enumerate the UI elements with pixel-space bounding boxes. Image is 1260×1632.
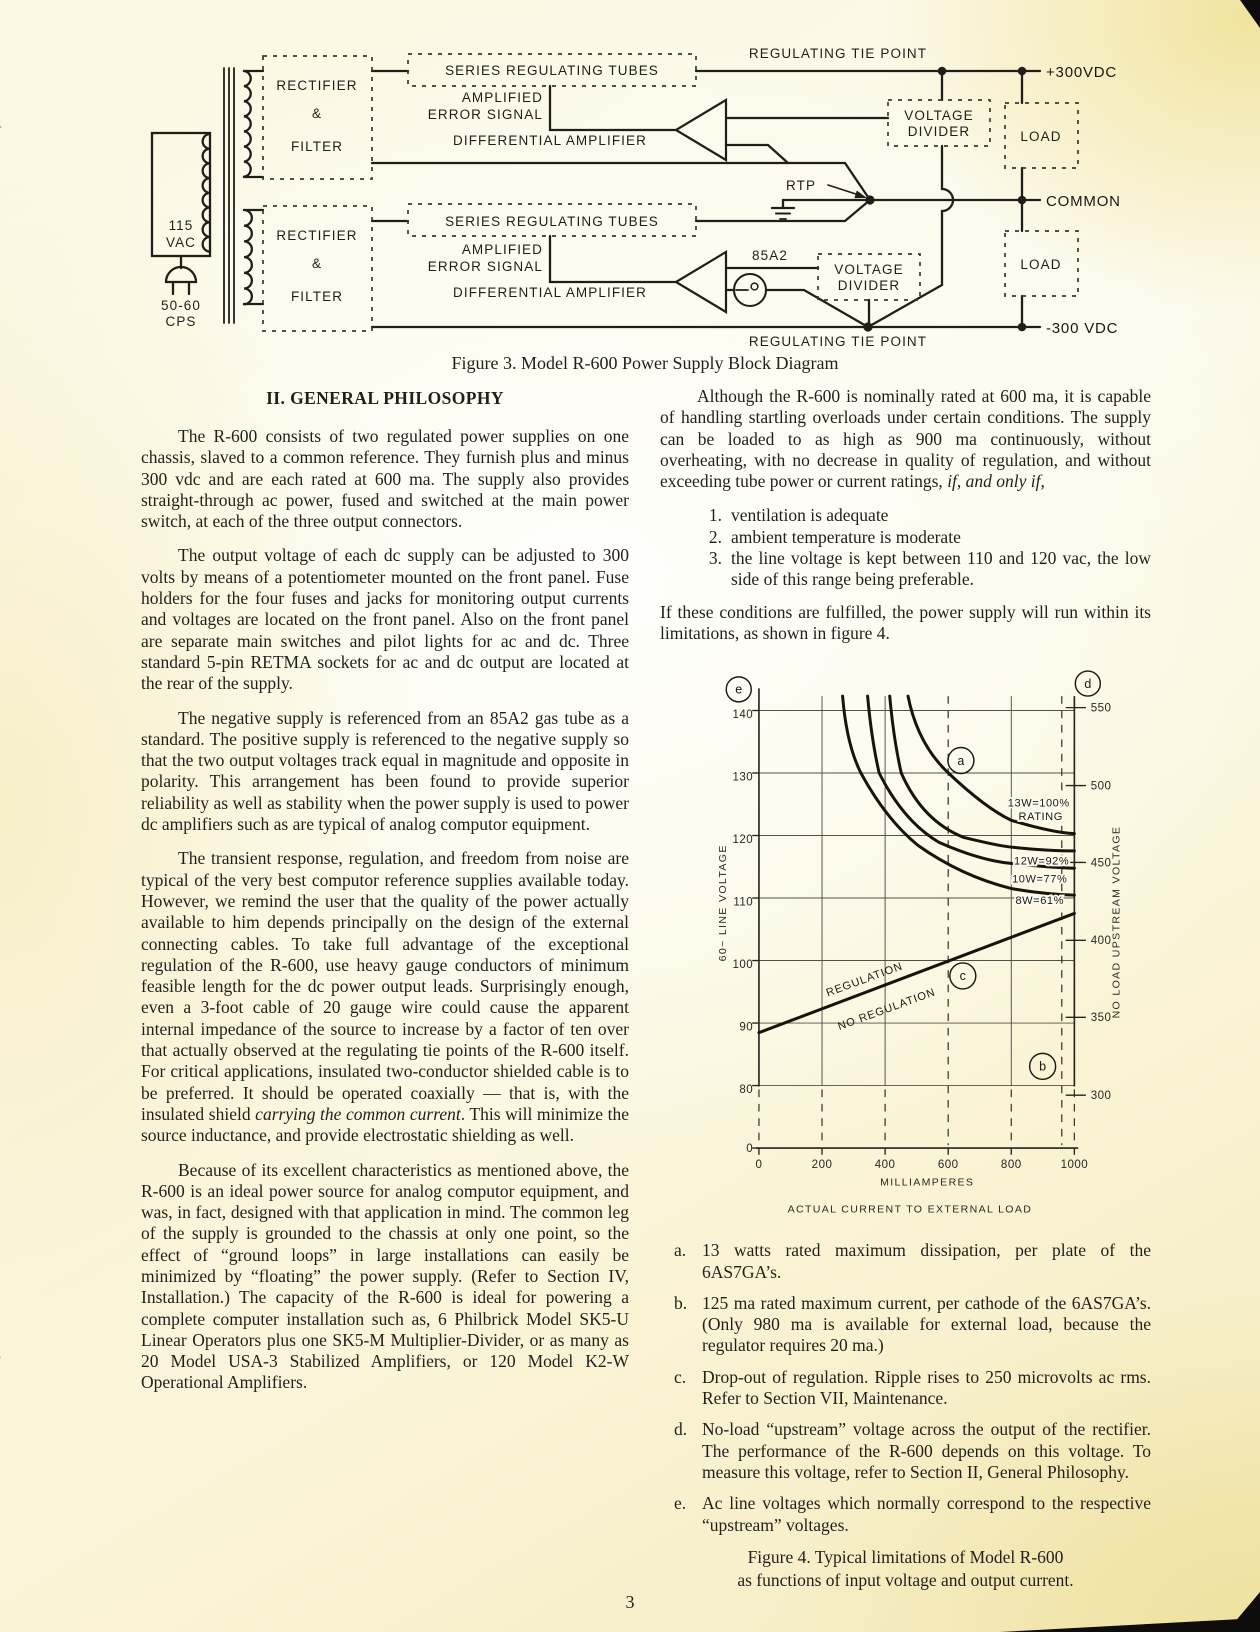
plug-icon <box>166 267 196 282</box>
y-axis-label-left: 60~ LINE VOLTAGE <box>717 844 730 962</box>
list-item <box>660 505 1151 526</box>
label-amplified: AMPLIFIED <box>461 90 543 105</box>
figure-note <box>660 1240 1151 1283</box>
scan-corner-artifact <box>1240 0 1260 28</box>
label-voltage: VOLTAGE <box>904 108 974 123</box>
x-axis-sublabel: ACTUAL CURRENT TO EXTERNAL LOAD <box>787 1203 1033 1216</box>
left-column <box>141 388 629 1407</box>
ytick-90: 90 <box>739 1022 754 1035</box>
transformer-core <box>224 68 234 323</box>
ytick-400: 400 <box>1090 935 1112 948</box>
curve-label-12w: 12W=92% <box>1014 855 1070 868</box>
list-item <box>660 527 1151 548</box>
note-text: No-load “upstream” voltage across the output of the rectifier. The performance of the R-600 depends on this voltage. To measure this voltage, refer to Section II, General Philosophy. <box>702 1419 1151 1482</box>
note-label: c. <box>674 1366 687 1387</box>
label-divider: DIVIDER <box>837 278 901 293</box>
transformer-secondary-bottom <box>244 210 252 304</box>
label-regulating-tie-point: REGULATING TIE POINT <box>748 334 928 349</box>
paragraph-text: Although the R-600 is nominally rated at 600 ma, it is capable of handling startling overloads under certain conditions. The supply can be loaded to as high as 900 ma continuously, without overheating, with no decrease in quality of regulation, and without exceeding tube power or current ratings, <box>660 386 1151 492</box>
label-error-signal: ERROR SIGNAL <box>427 259 543 274</box>
ytick-100: 100 <box>732 959 754 972</box>
label-amplified: AMPLIFIED <box>461 242 543 257</box>
terminal-common: COMMON <box>1046 193 1121 210</box>
ytick-550: 550 <box>1090 702 1112 715</box>
list-item-text: ventilation is adequate <box>731 505 889 526</box>
binding-mark <box>0 116 46 182</box>
xtick-800: 800 <box>1000 1159 1022 1172</box>
callout-e: e <box>735 682 743 697</box>
paragraph-text: The transient response, regulation, and freedom from noise are typical of the very best computor reference supplies available today. However, we remind the user that the quality of the power actually available to him depends principally on the design of the external connecting cables. To take full advantage of the exceptional regulation of the R-600, use heavy gauge conductors of minimum feasible length for the dc power output leads. Surprisingly enough, even a 3-foot cable of 20 gauge wire could cause the apparent internal impedance of the source to increase by a factor of ten over that actually observed at the regulating tie points of the R-600 itself. For critical applications, insulated two-conductor shielded cable is to be preferred. It should be operated coaxially — that is, with the insulated shield <box>141 848 629 1124</box>
binding-mark <box>0 1346 45 1411</box>
label-rectifier: RECTIFIER <box>276 78 358 93</box>
differential-amplifier-symbol <box>676 252 726 312</box>
ytick-110: 110 <box>733 896 754 909</box>
label-filter: FILTER <box>290 139 344 154</box>
figure-note <box>660 1419 1151 1483</box>
note-label: e. <box>674 1493 687 1514</box>
binding-mark <box>0 732 44 794</box>
numbered-list <box>660 505 1151 590</box>
figure-note <box>660 1493 1151 1536</box>
regulation-boundary-line <box>759 914 1074 1033</box>
terminal-plus300vdc: +300VDC <box>1046 64 1118 81</box>
ytick-120: 120 <box>732 834 754 847</box>
ytick-450: 450 <box>1090 857 1112 870</box>
label-differential-amplifier: DIFFERENTIAL AMPLIFIER <box>453 285 647 300</box>
note-text: 13 watts rated maximum dissipation, per plate of the 6AS7GA’s. <box>702 1240 1151 1282</box>
section-heading: II. GENERAL PHILOSOPHY <box>266 388 504 408</box>
figure3-caption: Figure 3. Model R-600 Power Supply Block Diagram <box>451 353 839 373</box>
list-item-text: the line voltage is kept between 110 and 120 vac, the low side of this range being preferable. <box>731 548 1151 590</box>
dashed-guides <box>759 696 1074 1145</box>
note-text: Ac line voltages which normally correspond to the respective “upstream” voltages. <box>702 1493 1151 1535</box>
italic-phrase: if, and only if, <box>947 471 1045 492</box>
xtick-0: 0 <box>755 1159 763 1172</box>
callout-c: c <box>959 969 966 984</box>
ytick-130: 130 <box>732 771 754 784</box>
voltage-divider-box-bottom <box>818 254 920 300</box>
terminal-minus300vdc: -300 VDC <box>1046 320 1119 337</box>
curve-label-13w: 13W=100% <box>1007 797 1070 810</box>
label-regulation: REGULATION <box>824 960 905 1000</box>
figure3-block-diagram <box>140 38 1150 352</box>
figure4-caption <box>660 1546 1151 1592</box>
list-item-number: 2. <box>708 526 722 547</box>
xtick-200: 200 <box>811 1159 833 1172</box>
ytick-500: 500 <box>1090 780 1112 793</box>
label-series-regulating-tubes: SERIES REGULATING TUBES <box>445 214 659 229</box>
label-vac: VAC <box>165 235 197 250</box>
figure4-caption-line2: as functions of input voltage and output current. <box>737 1569 1074 1590</box>
voltage-divider-box-top <box>888 100 990 146</box>
curve-label-rating: RATING <box>1018 811 1063 824</box>
paragraph: Because of its excellent characteristics as mentioned above, the R-600 is an ideal power source for analog computor equipment, and was, in fact, designed with that application in mind. The common leg of the supply is grounded to the chassis at only one point, so the effect of “ground loops” in large installations can easily be minimized by “floating” the power supply. (Refer to Section IV, Installation.) The capacity of the R-600 is ideal for powering a complete computer installation such as, 6 Philbrick Model SK5-U Linear Operators plus one SK5-M Multiplier-Divider, or as many as 20 Model USA-3 Stabilized Amplifiers, or 120 Model K2-W Operational Amplifiers. <box>141 1159 629 1393</box>
note-label: d. <box>674 1419 688 1440</box>
xtick-400: 400 <box>874 1159 896 1172</box>
label-50-60: 50-60 <box>160 298 202 313</box>
y-axis-label-right: NO LOAD UPSTREAM VOLTAGE <box>1110 825 1123 1019</box>
figure-note <box>660 1293 1151 1357</box>
italic-phrase: carrying the common current <box>255 1103 461 1124</box>
label-divider: DIVIDER <box>907 124 971 139</box>
transformer-secondary-top <box>244 71 251 177</box>
note-text: 125 ma rated maximum current, per cathode of the 6AS7GA’s. (Only 980 ma is available for external load, because the regulator requires 20 ma.) <box>702 1292 1151 1356</box>
label-rectifier: RECTIFIER <box>276 228 358 243</box>
list-item-number: 1. <box>708 505 722 526</box>
label-load: LOAD <box>1020 129 1062 144</box>
note-text: Drop-out of regulation. Ripple rises to 250 microvolts ac rms. Refer to Section VII, Maintenance. <box>702 1366 1151 1409</box>
label-no-regulation: NO REGULATION <box>836 986 938 1034</box>
curve-label-8w: 8W=61% <box>1015 895 1065 908</box>
scan-corner-artifact <box>1000 1618 1260 1632</box>
list-item <box>660 548 1151 591</box>
paragraph: The negative supply is referenced from an 85A2 gas tube as a standard. The positive supply is referenced to the negative supply so that the two output voltages track equal in magnitude and opposite in polarity. This arrangement has been found to provide superior reliability as well as stability when the power supply is used to power dc amplifiers such as are typical of analog computor equipment. <box>141 707 629 835</box>
ground-icon <box>772 208 794 219</box>
note-label: b. <box>674 1292 688 1313</box>
label-regulating-tie-point: REGULATING TIE POINT <box>748 46 928 61</box>
paragraph: The R-600 consists of two regulated power supplies on one chassis, slaved to a common reference. They furnish plus and minus 300 vdc and are each rated at 600 ma. The supply also provides straight-through ac power, fused and switched at the main power switch, at each of the three output connectors. <box>141 426 629 532</box>
page-number: 3 <box>625 1592 635 1612</box>
label-filter: FILTER <box>290 289 344 304</box>
voltage-divider-chain-wire <box>868 146 953 327</box>
curve-label-10w: 10W=77% <box>1012 873 1068 886</box>
paragraph <box>141 848 629 1146</box>
label-85a2: 85A2 <box>752 248 788 263</box>
right-column <box>660 386 1151 1592</box>
label-ampersand: & <box>311 106 323 121</box>
figure-note <box>660 1367 1151 1410</box>
label-cps: CPS <box>165 314 197 329</box>
limitations-chart <box>682 648 1134 1225</box>
x-axis-label: MILLIAMPERES <box>880 1176 975 1189</box>
label-voltage: VOLTAGE <box>834 262 904 277</box>
paragraph: If these conditions are fulfilled, the power supply will run within its limitations, as shown in figure 4. <box>660 601 1151 643</box>
label-load: LOAD <box>1020 257 1062 272</box>
note-label: a. <box>674 1240 687 1261</box>
label-series-regulating-tubes: SERIES REGULATING TUBES <box>445 63 659 78</box>
ytick-0: 0 <box>746 1143 754 1156</box>
paragraph <box>660 386 1151 492</box>
label-ampersand: & <box>311 256 323 271</box>
paragraph: The output voltage of each dc supply can be adjusted to 300 volts by means of a potentiometer mounted on the front panel. Fuse holders for the four fuses and jacks for monitoring output currents and voltages are located on the front panel. Also on the front panel are separate main switches and pilot lights for ac and dc. Three standard 5-pin RETMA sockets for ac and dc output are located at the rear of the supply. <box>141 545 629 694</box>
ytick-300: 300 <box>1090 1090 1112 1103</box>
ytick-350: 350 <box>1090 1012 1112 1025</box>
list-item-text: ambient temperature is moderate <box>731 526 961 547</box>
label-error-signal: ERROR SIGNAL <box>427 107 543 122</box>
ytick-140: 140 <box>732 709 754 722</box>
callout-b: b <box>1039 1059 1047 1074</box>
figure4-chart <box>682 648 1151 1230</box>
ytick-80: 80 <box>739 1084 754 1097</box>
label-differential-amplifier: DIFFERENTIAL AMPLIFIER <box>453 133 647 148</box>
callout-d: d <box>1084 677 1092 692</box>
label-rtp: RTP <box>786 178 817 193</box>
callout-a: a <box>957 754 965 769</box>
label-115: 115 <box>168 218 194 233</box>
figure4-caption-line1: Figure 4. Typical limitations of Model R-600 <box>747 1546 1064 1567</box>
xtick-600: 600 <box>937 1159 959 1172</box>
paragraph-text: . This will minimize the source inductance, and provide electrostatic shielding as well. <box>141 1103 630 1146</box>
xtick-1000: 1000 <box>1060 1159 1089 1172</box>
list-item-number: 3. <box>708 548 722 569</box>
differential-amplifier-symbol <box>676 100 726 160</box>
